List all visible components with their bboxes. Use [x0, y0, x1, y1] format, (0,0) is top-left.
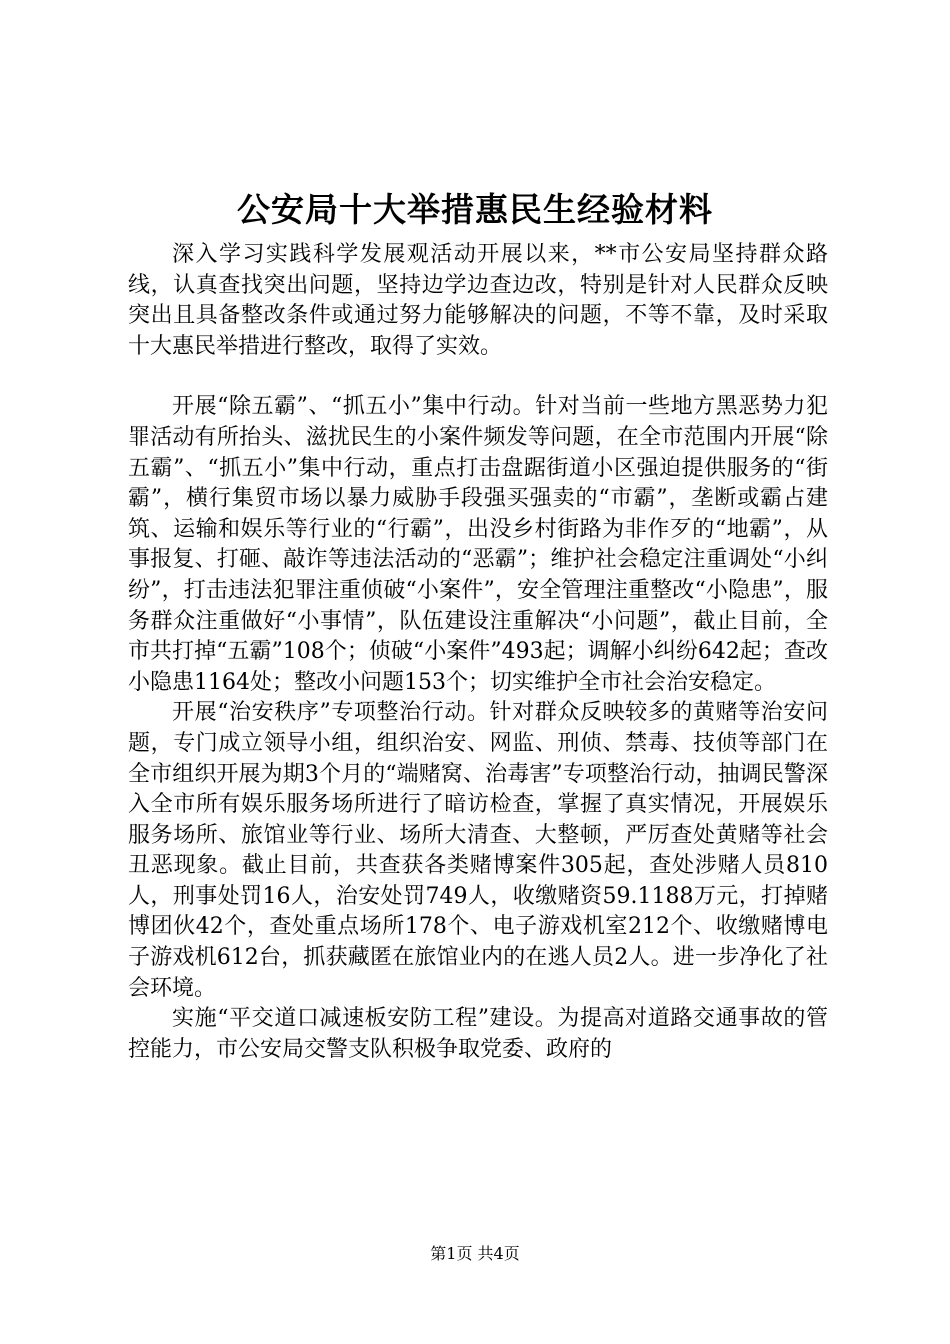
document-title: 公安局十大举措惠民生经验材料 [237, 190, 713, 229]
document-body [128, 240, 828, 1065]
body-paragraph-crossing: 实施“平交道口减速板安防工程”建设。为提高对道路交通事故的管控能力，市公安局交警支队积极争取党委、政府的 [128, 1006, 828, 1062]
body-paragraph-public-order: 开展“治安秩序”专项整治行动。针对群众反映较多的黄赌等治安问题，专门成立领导小组，组织治安、网监、刑侦、禁毒、技侦等部门在全市组织开展为期3个月的“端赌窝、治毒害”专项整治行动，抽调民警深入全市所有娱乐服务场所进行了暗访检查，掌握了真实情况，开展娱乐服务场所、旅馆业等行业、场所大清查、大整顿，严厉查处黄赌等社会丑恶现象。截止目前，共查获各类赌博案件305起，查处涉赌人员810人，刑事处罚16人，治安处罚749人，收缴赌资59.1188万元，打掉赌博团伙42个，查处重点场所178个、电子游戏机室212个、收缴赌博电子游戏机612台，抓获藏匿在旅馆业内的在逃人员2人。进一步净化了社会环境。 [128, 700, 828, 1001]
intro-paragraph: 深入学习实践科学发展观活动开展以来，**市公安局坚持群众路线，认真查找突出问题，坚持边学边查边改，特别是针对人民群众反映突出且具备整改条件或通过努力能够解决的问题，不等不靠，及时采取十大惠民举措进行整改，取得了实效。 [128, 242, 828, 359]
page-footer: 第1页 共4页 [430, 1244, 520, 1263]
body-paragraph-wuba: 开展“除五霸”、“抓五小”集中行动。针对当前一些地方黑恶势力犯罪活动有所抬头、滋扰民生的小案件频发等问题，在全市范围内开展“除五霸”、“抓五小”集中行动，重点打击盘踞街道小区强迫提供服务的“街霸”，横行集贸市场以暴力威胁手段强买强卖的“市霸”，垄断或霸占建筑、运输和娱乐等行业的“行霸”，出没乡村街路为非作歹的“地霸”，从事报复、打砸、敲诈等违法活动的“恶霸”；维护社会稳定注重调处“小纠纷”，打击违法犯罪注重侦破“小案件”，安全管理注重整改“小隐患”，服务群众注重做好“小事情”，队伍建设注重解决“小问题”，截止目前，全市共打掉“五霸”108个；侦破“小案件”493起；调解小纠纷642起；查改小隐患1164处；整改小问题153个；切实维护全市社会治安稳定。 [128, 394, 828, 695]
